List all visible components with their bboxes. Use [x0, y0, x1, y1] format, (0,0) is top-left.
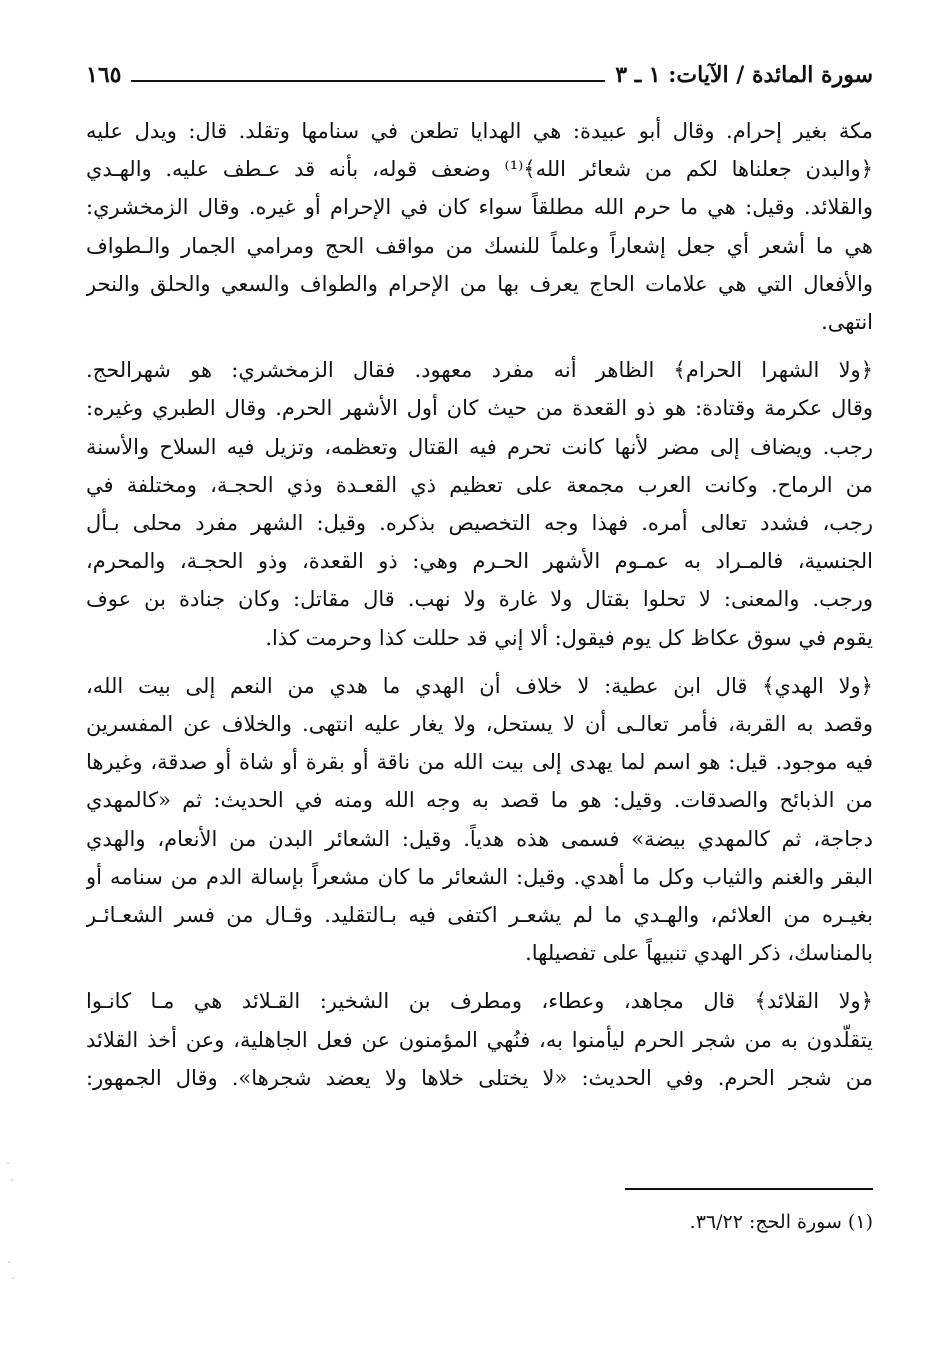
main-text [86, 112, 873, 1107]
text-line: رجب. ويضاف إلى مضر لأنها كانت تحرم فيه القتال وتعظمه، وتزيل فيه السلاح والأسنة [86, 434, 873, 459]
running-header [86, 58, 873, 92]
text-line: فيه موجود. قيل: هو اسم لما يهدى إلى بيت الله من ناقة أو بقرة أو شاة أو صدقة، وغيرها [86, 750, 873, 775]
text-line: ﴿والبدن جعلناها لكم من شعائر الله﴾⁽¹⁾ وضعف قوله، بأنه قد عـطف عليه. والهـدي [86, 157, 873, 182]
paragraph-2 [86, 351, 873, 657]
text-line: الجنسية، فالمـراد به عمـوم الأشهر الحـرم وهي: ذو القعدة، وذو الحجـة، والمحرم، [86, 549, 873, 574]
header-rule [131, 80, 605, 82]
text-line: البقر والغنم والثياب وكل ما أهدي. وقيل: الشعائر ما كان مشعراً بإسالة الدم من سنامه أو [86, 864, 873, 889]
text-line: دجاجة، ثم كالمهدي بيضة» فسمى هذه هدياً. وقيل: الشعائر البدن من الأنعام، والهدي [86, 826, 873, 851]
text-line: يتقلّدون به من شجر الحرم ليأمنوا به، فنُهي المؤمنون عن فعل الجاهلية، وعن أخذ القلائد [86, 1027, 873, 1052]
running-title: سورة المائدة / الآيات: ١ ـ ٣ [615, 62, 873, 88]
text-line: هي ما أشعر أي جعل إشعاراً وعلماً للنسك من مواقف الحج ومرامي الجمار والـطواف [86, 233, 873, 258]
text-line: بالمناسك، ذكر الهدي تنبيهاً على تفصيلها. [525, 941, 873, 966]
margin-specks [0, 0, 40, 1354]
text-line: بغيـره من العلائم، والهـدي ما لم يشعـر اكتفى فيه بـالتقليد. وقـال من فسر الشعـائـر [86, 903, 873, 928]
page-number: ١٦٥ [86, 62, 122, 88]
text-line: والقلائد. وقيل: هي ما حرم الله مطلقاً سواء كان في الإحرام أو غيره. وقال الزمخشري: [86, 195, 873, 220]
footnote: (١) سورة الحج: ٣٦/٢٢. [689, 1211, 873, 1233]
text-line: ﴿ولا الهدي﴾ قال ابن عطية: لا خلاف أن الهدي ما هدي من النعم إلى بيت الله، [86, 673, 873, 698]
text-line: ﴿ولا القلائد﴾ قال مجاهد، وعطاء، ومطرف بن الشخير: القـلائد هي مـا كانـوا [86, 989, 873, 1014]
paragraph-1 [86, 112, 873, 341]
paragraph-4 [86, 982, 873, 1097]
text-line: والأفعال التي هي علامات الحاج يعرف بها من الإحرام والطواف والسعي والحلق والنحر [86, 271, 873, 296]
text-line: ﴿ولا الشهرا الحرام﴾ الظاهر أنه مفرد معهود. فقال الزمخشري: هو شهرالحج. [86, 358, 873, 383]
footnote-rule [625, 1188, 873, 1190]
text-line: من شجر الحرم. وفي الحديث: «لا يختلى خلاها ولا يعضد شجرها». وقال الجمهور: [86, 1065, 873, 1090]
text-line: وقصد به القربة، فأمر تعالـى أن لا يستحل، ولا يغار عليه انتهى. والخلاف عن المفسرين [86, 712, 873, 737]
text-line: رجب، فشدد تعالى أمره. فهذا وجه التخصيص بذكره. وقيل: الشهر مفرد محلى بـأل [86, 511, 873, 536]
text-line: مكة بغير إحرام. وقال أبو عبيدة: هي الهدايا تطعن في سنامها وتقلد. قال: ويدل عليه [86, 119, 873, 143]
text-line: ورجب. والمعنى: لا تحلوا بقتال ولا غارة ولا نهب. قال مقاتل: وكان جنادة بن عوف [86, 587, 873, 612]
text-line: من الذبائح والصدقات. وقيل: هو ما قصد به وجه الله ومنه في الحديث: ثم «كالمهدي [86, 788, 873, 813]
text-line: وقال عكرمة وقتادة: هو ذو القعدة من حيث كان أول الأشهر الحرم. وقال الطبري وغيره: [86, 396, 873, 421]
text-line: انتهى. [821, 310, 873, 335]
text-line: يقوم في سوق عكاظ كل يوم فيقول: ألا إني قد حللت كذا وحرمت كذا. [265, 625, 873, 650]
text-line: من الرماح. وكانت العرب مجمعة على تعظيم ذي القعـدة وذي الحجـة، ومختلفة في [86, 472, 873, 497]
paragraph-3 [86, 667, 873, 973]
